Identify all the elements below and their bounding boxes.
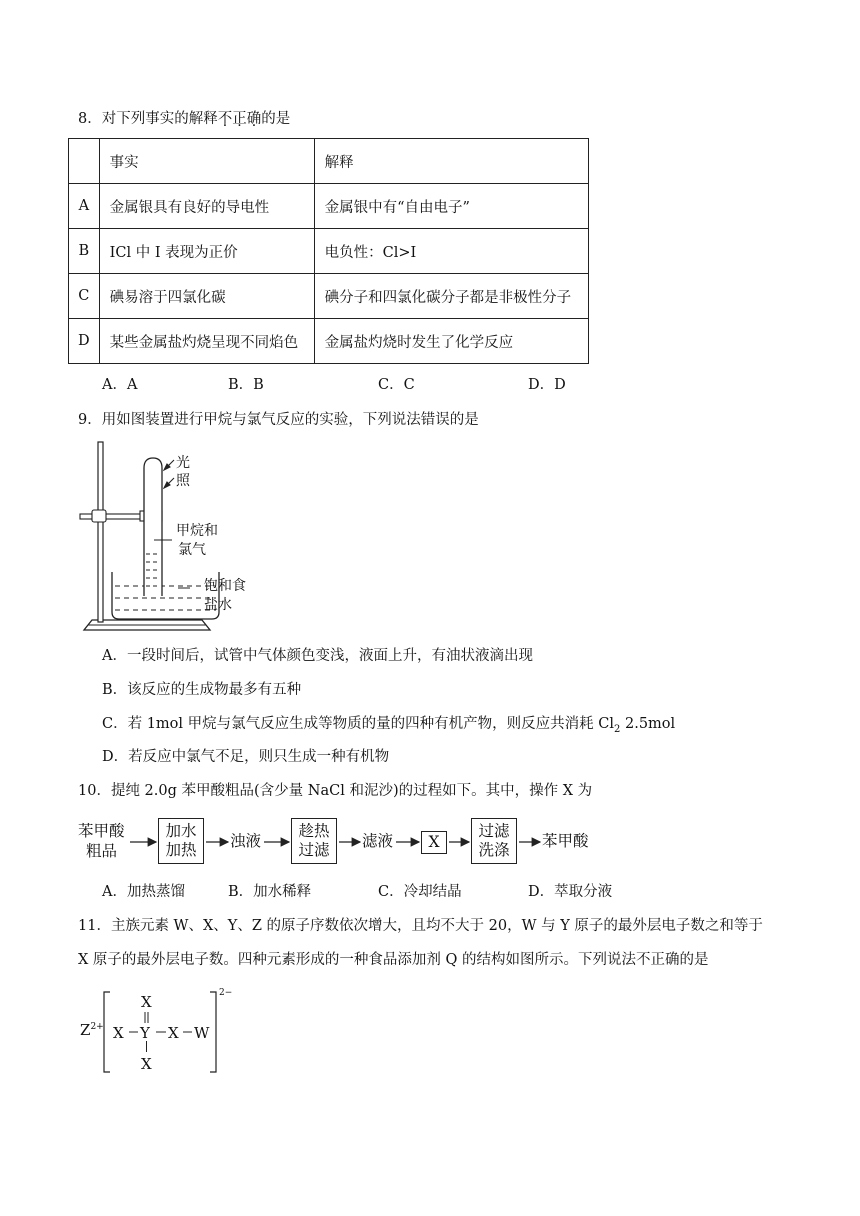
label-liquid-1: 饱和食 [204,578,246,594]
q8-option-c[interactable]: C．C [378,377,415,393]
explanation-cell: 解释 [314,139,588,184]
flow-arrows [0,830,600,854]
q8-table [68,138,589,364]
label-liquid-2: 盐水 [204,597,232,613]
structure-cation: $Z^{2+}$ [80,1021,104,1039]
stand-rod [98,442,103,622]
table-row [69,274,589,319]
q8-option-d[interactable]: D．D [528,377,566,393]
flow-mid-2: 滤液 [362,832,394,850]
flow-end: 苯甲酸 [542,832,589,850]
q8-emphasis [218,111,262,127]
fact-cell: 金属银具有良好的导电性 [99,184,314,229]
flow-box-x: X [421,831,447,854]
explanation-cell: 金属银中有“自由电子” [314,184,588,229]
q9-stem: 9．用如图装置进行甲烷与氯气反应的实验，下列说法错误的是 [78,412,479,428]
q11-stem-line2: X 原子的最外层电子数。四种元素形成的一种食品添加剂 Q 的结构如图所示。下列说法不正确的是 [78,952,709,968]
label-gas-1: 甲烷和 [176,523,218,539]
q8-option-b[interactable]: B．B [228,377,264,393]
fact-cell: 事实 [99,139,314,184]
emphasis-char: 正 [232,111,247,127]
emphasis-char: 不 [217,111,233,127]
label-light-2: 照 [176,473,190,489]
fact-cell: 碘易溶于四氯化碳 [99,274,314,319]
label-gas-2: 氯气 [178,542,206,558]
structure-left-x: X [113,1024,124,1042]
flow-mid-1: 浊液 [230,832,262,850]
table-header-row [69,139,589,184]
explanation-cell: 电负性：Cl>I [314,229,588,274]
structure-center-y: Y [140,1024,150,1042]
table-row [69,319,589,364]
fact-cell: 某些金属盐灼烧呈现不同焰色 [99,319,314,364]
q10-stem: 10．提纯 2.0g 苯甲酸粗品(含少量 NaCl 和泥沙)的过程如下。其中，操作 X 为 [78,783,593,799]
q9-option-a[interactable]: A．一段时间后，试管中气体颜色变浅，液面上升，有油状液滴出现 [102,648,533,664]
structure-right-x: X [168,1024,179,1042]
row-label-cell: C [69,274,100,319]
emphasis-char: 确 [246,111,262,127]
q10-option-b[interactable]: B．加水稀释 [228,884,312,900]
q9-option-d[interactable]: D．若反应中氯气不足，则只生成一种有机物 [102,749,390,765]
q10-option-d[interactable]: D．萃取分液 [528,884,613,900]
flow-start-2: 粗品 [86,842,118,860]
q8-option-a[interactable]: A．A [102,377,138,393]
q11-stem-line1: 11．主族元素 W、X、Y、Z 的原子序数依次增大，且均不大于 20，W 与 Y 原子的最外层电子数之和等于 [78,918,763,934]
flow-start-1: 苯甲酸 [78,822,125,840]
fact-cell: ICl 中 I 表现为正价 [99,229,314,274]
flow-box-hot-filter: 趁热 过滤 [291,818,337,864]
table-row [69,229,589,274]
structure-top-x: X [141,993,152,1011]
test-tube [144,458,162,596]
q9-option-b[interactable]: B．该反应的生成物最多有五种 [102,682,302,698]
flow-box-add-water: 加水 加热 [158,818,204,864]
explanation-cell: 金属盐灼烧时发生了化学反应 [314,319,588,364]
label-light-1: 光 [176,455,190,471]
row-label-cell: A [69,184,100,229]
structure-bottom-x: X [141,1055,152,1073]
flow-box-filter-wash: 过滤 洗涤 [471,818,517,864]
structure-anion-charge: 2− [219,988,233,998]
q9-option-c[interactable]: C．若 1mol 甲烷与氯气反应生成等物质的量的四种有机产物，则反应共消耗 $Cl_2$ 2.5mol [102,716,676,735]
table-row [69,184,589,229]
row-label-cell [69,139,100,184]
q10-option-c[interactable]: C．冷却结晶 [378,884,462,900]
row-label-cell: B [69,229,100,274]
structure-right-w: W [194,1024,210,1042]
beaker [112,572,219,619]
q10-option-a[interactable]: A．加热蒸馏 [102,884,185,900]
explanation-cell: 碘分子和四氯化碳分子都是非极性分子 [314,274,588,319]
q8-stem: 8．对下列事实的解释不正确的是 [78,111,291,127]
row-label-cell: D [69,319,100,364]
